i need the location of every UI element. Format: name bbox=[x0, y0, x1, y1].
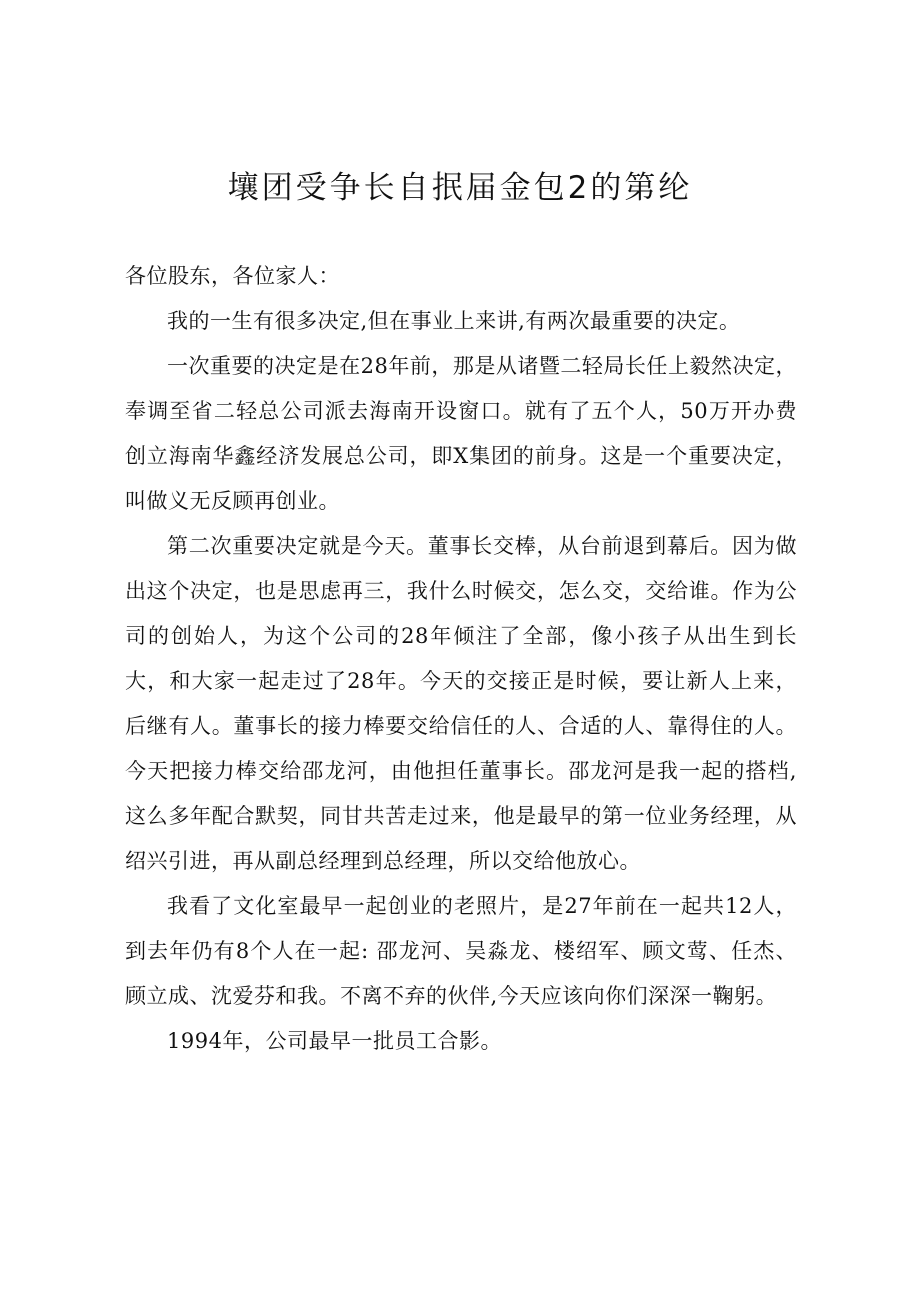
salutation: 各位股东，各位家人： bbox=[125, 264, 340, 288]
document-body bbox=[125, 254, 797, 1064]
paragraph-4: 我看了文化室最早一起创业的老照片，是27年前在一起共12人，到去年仍有8个人在一起: 邵龙河、吴淼龙、楼绍军、顾文莺、任杰、顾立成、沈爱芬和我。不离不弃的伙伴,今天应该向你们深深一鞠躬。 bbox=[125, 894, 797, 1008]
paragraph-3: 第二次重要决定就是今天。董事长交棒，从台前退到幕后。因为做出这个决定，也是思虑再三，我什么时候交，怎么交，交给谁。作为公司的创始人，为这个公司的28年倾注了全部，像小孩子从出生到长大，和大家一起走过了28年。今天的交接正是时候，要让新人上来，后继有人。董事长的接力棒要交给信任的人、合适的人、靠得住的人。今天把接力棒交给邵龙河，由他担任董事长。邵龙河是我一起的搭档,这么多年配合默契，同甘共苦走过来，他是最早的第一位业务经理，从绍兴引进，再从副总经理到总经理，所以交给他放心。 bbox=[125, 534, 797, 873]
paragraph-2: 一次重要的决定是在28年前，那是从诸暨二轻局长任上毅然决定，奉调至省二轻总公司派去海南开设窗口。就有了五个人，50万开办费创立海南华鑫经济发展总公司，即X集团的前身。这是一个重要决定，叫做义无反顾再创业。 bbox=[125, 354, 797, 513]
document-title: 壤团受争长自抿届金包2的第纶 bbox=[227, 170, 693, 206]
photo-caption: 1994年，公司最早一批员工合影。 bbox=[167, 1029, 502, 1053]
paragraph-1: 我的一生有很多决定,但在事业上来讲,有两次最重要的决定。 bbox=[167, 309, 741, 333]
